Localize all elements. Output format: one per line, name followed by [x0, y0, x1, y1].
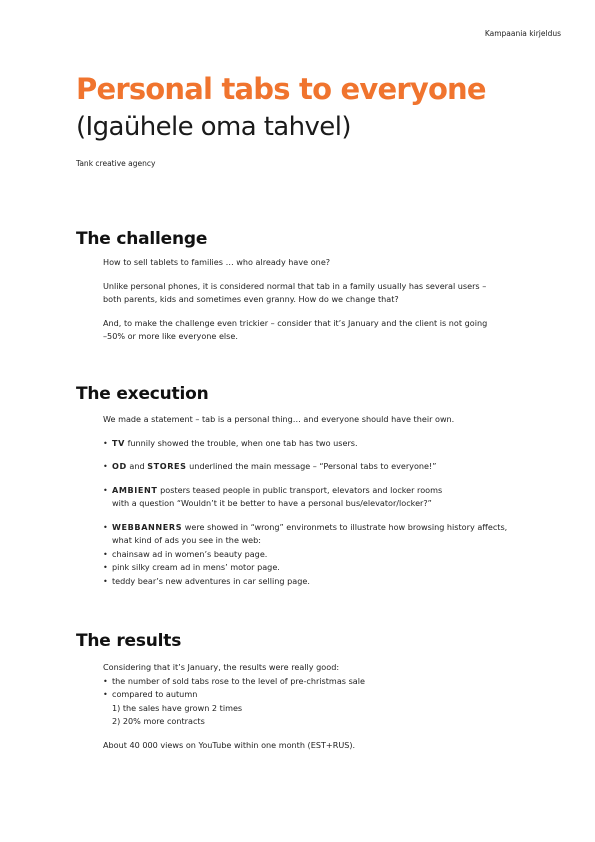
header-label: Kampaania kirjeldus: [484, 29, 561, 38]
list-item-ambient: • AMBIENT posters teased people in public transport, elevators and locker rooms with a question “Wouldn’t it be better to have a personal bus/elevator/locker?”: [103, 484, 536, 511]
challenge-paragraph: Unlike personal phones, it is considered normal that tab in a family usually has several users –: [103, 280, 487, 291]
results-section: [76, 631, 536, 752]
page-title: Personal tabs to everyone: [76, 72, 486, 106]
execution-list: [103, 437, 536, 589]
challenge-paragraph: And, to make the challenge even trickier – consider that it’s January and the client is not going: [103, 317, 488, 328]
list-item: • pink silky cream ad in mens’ motor page.: [103, 561, 536, 575]
list-item: • teddy bear’s new adventures in car selling page.: [103, 575, 536, 589]
results-views: About 40 000 views on YouTube within one month (EST+RUS).: [103, 739, 356, 750]
keyword-ambient: AMBIENT: [112, 484, 158, 495]
list-item: • chainsaw ad in women’s beauty page.: [103, 548, 536, 562]
keyword-od: OD: [112, 461, 127, 471]
author-line: Tank creative agency: [76, 159, 156, 168]
list-item-webbanners: • WEBBANNERS were showed in “wrong” environmets to illustrate how browsing history affects, what kind of ads you see in the web:: [103, 521, 536, 548]
results-subitem: 2) 20% more contracts: [112, 716, 205, 726]
challenge-section: [76, 229, 536, 344]
execution-content: [103, 413, 536, 588]
results-intro: Considering that it’s January, the results were really good:: [103, 662, 340, 672]
list-item-tv: • TV funnily showed the trouble, when one tab has two users.: [103, 437, 536, 451]
execution-intro: We made a statement – tab is a personal thing… and everyone should have their own.: [103, 414, 455, 424]
challenge-paragraph: –50% or more like everyone else.: [103, 331, 238, 341]
execution-heading: The execution: [76, 384, 209, 404]
execution-section: [76, 384, 536, 588]
keyword-webbanners: WEBBANNERS: [112, 521, 183, 532]
list-item: • compared to autumn: [103, 688, 536, 702]
keyword-stores: STORES: [147, 461, 187, 471]
page-subtitle: (Igaühele oma tahvel): [76, 112, 351, 142]
results-heading: The results: [76, 631, 182, 651]
challenge-content: [103, 256, 536, 344]
challenge-paragraph: How to sell tablets to families … who already have one?: [103, 257, 331, 267]
results-content: [103, 661, 536, 752]
list-item-od: • OD and STORES underlined the main message – “Personal tabs to everyone!”: [103, 460, 536, 474]
results-list: [103, 675, 536, 702]
challenge-heading: The challenge: [76, 229, 208, 249]
list-item: • the number of sold tabs rose to the level of pre-christmas sale: [103, 675, 536, 689]
results-subitem: 1) the sales have grown 2 times: [112, 702, 243, 713]
challenge-paragraph: both parents, kids and sometimes even granny. How do we change that?: [103, 294, 399, 304]
keyword-tv: TV: [112, 437, 125, 448]
